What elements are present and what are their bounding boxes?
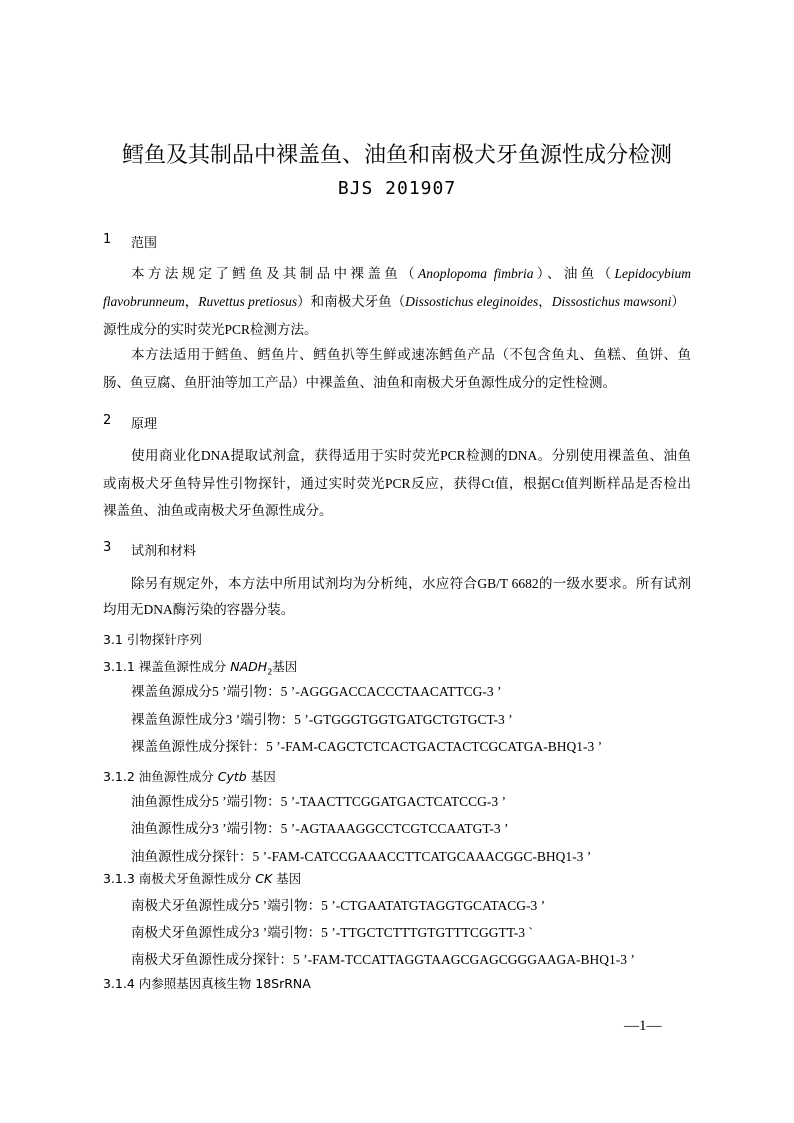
primer-line: 裸盖鱼源成分5 ’端引物：5 ’-AGGGACCACCCTAACATTCG-3 ’ (131, 684, 502, 699)
primer-line: 油鱼源性成分5 ’端引物：5 ’-TAACTTCGGATGACTCATCCG-3 ’ (131, 794, 507, 809)
scope-text: ）和南极犬牙鱼（ (297, 294, 406, 309)
subsection-3-1-1-heading (103, 657, 297, 677)
section-3-para-1-line-1: 除另有规定外，本方法中所用试剂均为分析纯，水应符合GB/T 6682的一级水要求。所有试剂 (131, 576, 691, 591)
scope-text: ）、油鱼（ (533, 266, 615, 281)
species-name: Ruvettus pretiosus (198, 294, 298, 309)
section-2-title: 原理 (131, 417, 158, 432)
scope-text: ， (538, 294, 552, 309)
primer-line: 南极犬牙鱼源性成分3 ’端引物：5 ’-TTGCTCTTTGTGTTTCGGTT-3 ` (131, 925, 533, 940)
section-1-para-2-line-1: 本方法适用于鳕鱼、鳕鱼片、鳕鱼扒等生鲜或速冻鳕鱼产品（不包含鱼丸、鱼糕、鱼饼、鱼 (131, 347, 691, 362)
gene-name: NADH (230, 659, 268, 674)
primer-line: 裸盖鱼源性成分3 ’端引物：5 ’-GTGGGTGGTGATGCTGTGCT-3 ’ (131, 712, 513, 727)
section-1-para-1-line-2 (103, 288, 691, 316)
subsection-3-1-2-heading (103, 767, 276, 785)
heading-text: 3.1.1 裸盖鱼源性成分 (103, 659, 231, 674)
heading-text: 基因 (272, 659, 298, 674)
section-2-number: 2 (103, 413, 112, 428)
probe-line: 油鱼源性成分探针：5 ’-FAM-CATCCGAAACCTTCATGCAAACGGC-BHQ1-3 ’ (131, 849, 592, 864)
section-1-para-1-line-3: 源性成分的实时荧光PCR检测方法。 (103, 322, 318, 337)
section-3-number: 3 (103, 540, 112, 555)
heading-text: 基因 (272, 871, 302, 886)
heading-text: 基因 (246, 769, 276, 784)
section-1-para-1-line-1 (131, 260, 691, 288)
section-2-para-1-line-2: 或南极犬牙鱼特异性引物探针，通过实时荧光PCR反应，获得Ct值，根据Ct值判断样品是否检出 (103, 476, 691, 491)
gene-name: Cytb (217, 769, 247, 784)
probe-line: 南极犬牙鱼源性成分探针：5 ’-FAM-TCCATTAGGTAAGCGAGCGGGAAGA-BHQ1-3 ’ (131, 952, 635, 967)
scope-text: ， (184, 294, 199, 309)
primer-line: 油鱼源性成分3 ’端引物：5 ’-AGTAAAGGCCTCGTCCAATGT-3 ’ (131, 821, 509, 836)
document-code: BJS 201907 (337, 178, 457, 199)
document-title: 鳕鱼及其制品中裸盖鱼、油鱼和南极犬牙鱼源性成分检测 (121, 143, 672, 168)
section-3-title: 试剂和材料 (131, 544, 197, 559)
section-2-para-1-line-1: 使用商业化DNA提取试剂盒，获得适用于实时荧光PCR检测的DNA。分别使用裸盖鱼、油鱼 (131, 448, 691, 463)
page-number: —1— (624, 1018, 662, 1034)
primer-line: 南极犬牙鱼源性成分5 ’端引物：5 ’-CTGAATATGTAGGTGCATACG-3 ’ (131, 898, 546, 913)
subsection-3-1-3-heading (103, 869, 301, 887)
heading-text: 3.1.3 南极犬牙鱼源性成分 (103, 871, 256, 886)
probe-line: 裸盖鱼源性成分探针：5 ’-FAM-CAGCTCTCACTGACTACTCGCATGA-BHQ1-3 ’ (131, 739, 603, 754)
heading-text: 3.1.2 油鱼源性成分 (103, 769, 218, 784)
scope-text: 本方法规定了鳕鱼及其制品中裸盖鱼（ (131, 266, 418, 281)
subsection-3-1-heading: 3.1 引物探针序列 (103, 632, 202, 647)
subsection-3-1-4-heading: 3.1.4 内参照基因真核生物 18SrRNA (103, 976, 311, 991)
scope-text: ） (671, 294, 685, 309)
section-3-para-1-line-2: 均用无DNA酶污染的容器分装。 (103, 602, 295, 617)
section-2-para-1-line-3: 裸盖鱼、油鱼或南极犬牙鱼源性成分。 (103, 503, 333, 518)
section-1-number: 1 (103, 232, 112, 247)
section-1-title: 范围 (131, 236, 158, 251)
species-name: Anoplopoma fimbria (417, 266, 534, 281)
species-name: Dissostichus mawsoni (551, 294, 672, 309)
gene-subscript: 2 (267, 667, 273, 677)
species-name: Lepidocybium (614, 266, 691, 281)
section-1-para-2-line-2: 肠、鱼豆腐、鱼肝油等加工产品）中裸盖鱼、油鱼和南极犬牙鱼源性成分的定性检测。 (103, 375, 616, 390)
species-name: Dissostichus eleginoides (405, 294, 539, 309)
species-name: flavobrunneum (103, 294, 185, 309)
gene-name: CK (255, 871, 273, 886)
